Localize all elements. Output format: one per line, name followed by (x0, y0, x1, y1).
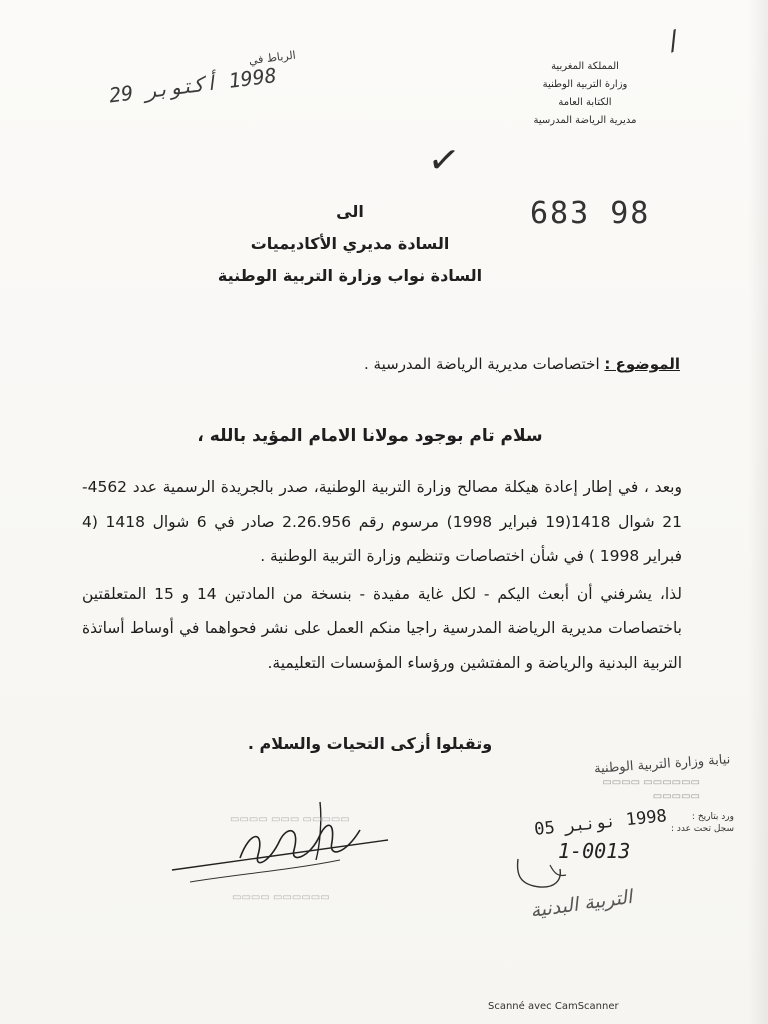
addressee-line-1: السادة مديري الأكاديميات (250, 234, 450, 253)
date-value: 1998 أكتوبر 29 (107, 63, 278, 108)
letterhead-directorate: مديرية الرياضة المدرسية (533, 115, 637, 126)
date-place: الرباط في (248, 48, 297, 68)
scanner-watermark: Scanné avec CamScanner (488, 1001, 619, 1012)
addressee-line-2: السادة نواب وزارة التربية الوطنية (217, 266, 483, 285)
signature-block (170, 800, 400, 910)
subject-line (310, 355, 680, 373)
stamp-number: 1-0013 (558, 839, 631, 863)
body-paragraph-1: وبعد ، في إطار إعادة هيكلة مصالح وزارة التربية الوطنية، صدر بالجريدة الرسمية عدد 4562-21 شوال 1418(19 فبراير 1998) مرسوم رقم 2.26.956 صادر في 6 شوال 1418 (4 فبراير 1998 ) في شأن اختصاصات وتنظيم وزارة التربية الوطنية . (82, 478, 682, 565)
stamp-faded-line-2: ▭▭▭▭▭ (652, 791, 700, 802)
page-edge-shadow (748, 0, 768, 1024)
letterhead (520, 58, 650, 130)
handwritten-scribble-icon (510, 855, 570, 895)
stamp-labels (671, 811, 734, 835)
faded-stamp-text-bottom: ▭▭▭▭ ▭▭▭▭▭▭ (232, 892, 330, 903)
date-stamp (106, 49, 299, 112)
pen-mark: ⁄⁄ (665, 29, 679, 57)
subject-text: اختصاصات مديرية الرياضة المدرسية . (364, 355, 600, 373)
faded-stamp-text: ▭▭▭▭ ▭▭▭ ▭▭▭▭▭ (230, 814, 350, 825)
stamp-record-label: سجل تحت عدد : (670, 824, 734, 834)
addressee-to: الى (336, 202, 364, 221)
handwritten-note: التربية البدنية (528, 885, 634, 923)
letterhead-secretariat: الكتابة العامة (558, 97, 612, 108)
reception-stamp (510, 752, 740, 955)
letterhead-ministry: وزارة التربية الوطنية (542, 79, 628, 90)
stamp-date: 1998 نونبر 05 (533, 806, 668, 840)
subject-label: الموضوع : (604, 355, 680, 373)
addressee-block (200, 196, 500, 292)
stamp-faded-line-1: ▭▭▭▭ ▭▭▭▭▭▭ (602, 777, 700, 788)
stamp-ministry: نيابة وزارة التربية الوطنية (593, 752, 731, 777)
stamp-received-label: ورد بتاريخ : (691, 812, 734, 822)
letterhead-kingdom: المملكة المغربية (551, 61, 619, 72)
reference-number: 683 98 (530, 196, 651, 231)
greeting: سلام تام بوجود مولانا الامام المؤيد بالله ، (197, 426, 543, 446)
check-mark-icon: ✓ (425, 135, 463, 185)
closing-salutation: وتقبلوا أزكى التحيات والسلام . (247, 734, 493, 753)
body-paragraph-2: لذا، يشرفني أن أبعث اليكم - لكل غاية مفيدة - بنسخة من المادتين 14 و 15 المتعلقتين باختصاصات مديرية الرياضة المدرسية راجيا منكم العمل على نشر فحواهما في أوساط أساتذة التربية البدنية والرياضة و المفتشين ورؤساء المؤسسات التعليمية. (82, 584, 683, 672)
letter-body (82, 470, 682, 683)
